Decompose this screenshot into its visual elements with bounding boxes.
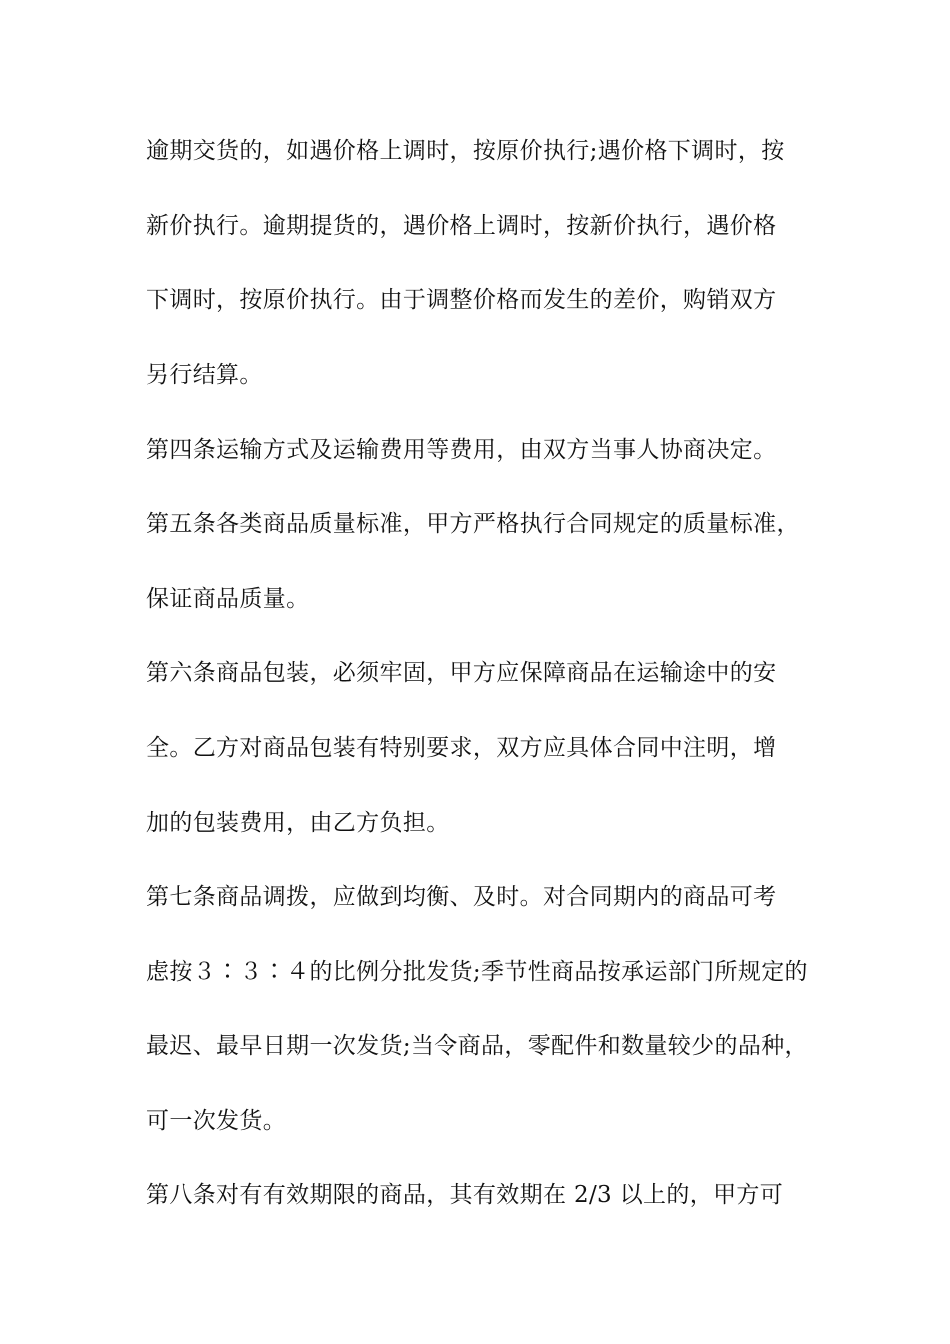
text-line: 第七条商品调拨，应做到均衡、及时。对合同期内的商品可考: [146, 884, 777, 910]
text-line: 下调时，按原价执行。由于调整价格而发生的差价，购销双方: [146, 287, 777, 313]
text-line: 第八条对有有效期限的商品，其有效期在 2/3 以上的，甲方可: [146, 1182, 784, 1208]
text-line: 第五条各类商品质量标准，甲方严格执行合同规定的质量标准，: [146, 511, 800, 537]
text-line: 最迟、最早日期一次发货;当令商品，零配件和数量较少的品种，: [146, 1033, 808, 1059]
text-line: 逾期交货的，如遇价格上调时，按原价执行;遇价格下调时，按: [146, 138, 785, 164]
text-line: 另行结算。: [146, 362, 263, 388]
text-line: 保证商品质量。: [146, 586, 310, 612]
text-line: 可一次发货。: [146, 1108, 287, 1134]
text-line: 第四条运输方式及运输费用等费用，由双方当事人协商决定。: [146, 437, 777, 463]
text-line: 新价执行。逾期提货的，遇价格上调时，按新价执行，遇价格: [146, 213, 777, 239]
text-line: 全。乙方对商品包装有特别要求，双方应具体合同中注明，增: [146, 735, 777, 761]
text-line: 第六条商品包装，必须牢固，甲方应保障商品在运输途中的安: [146, 660, 777, 686]
text-line: 加的包装费用，由乙方负担。: [146, 810, 450, 836]
text-line: 虑按３∶３∶４的比例分批发货;季节性商品按承运部门所规定的: [146, 959, 808, 985]
